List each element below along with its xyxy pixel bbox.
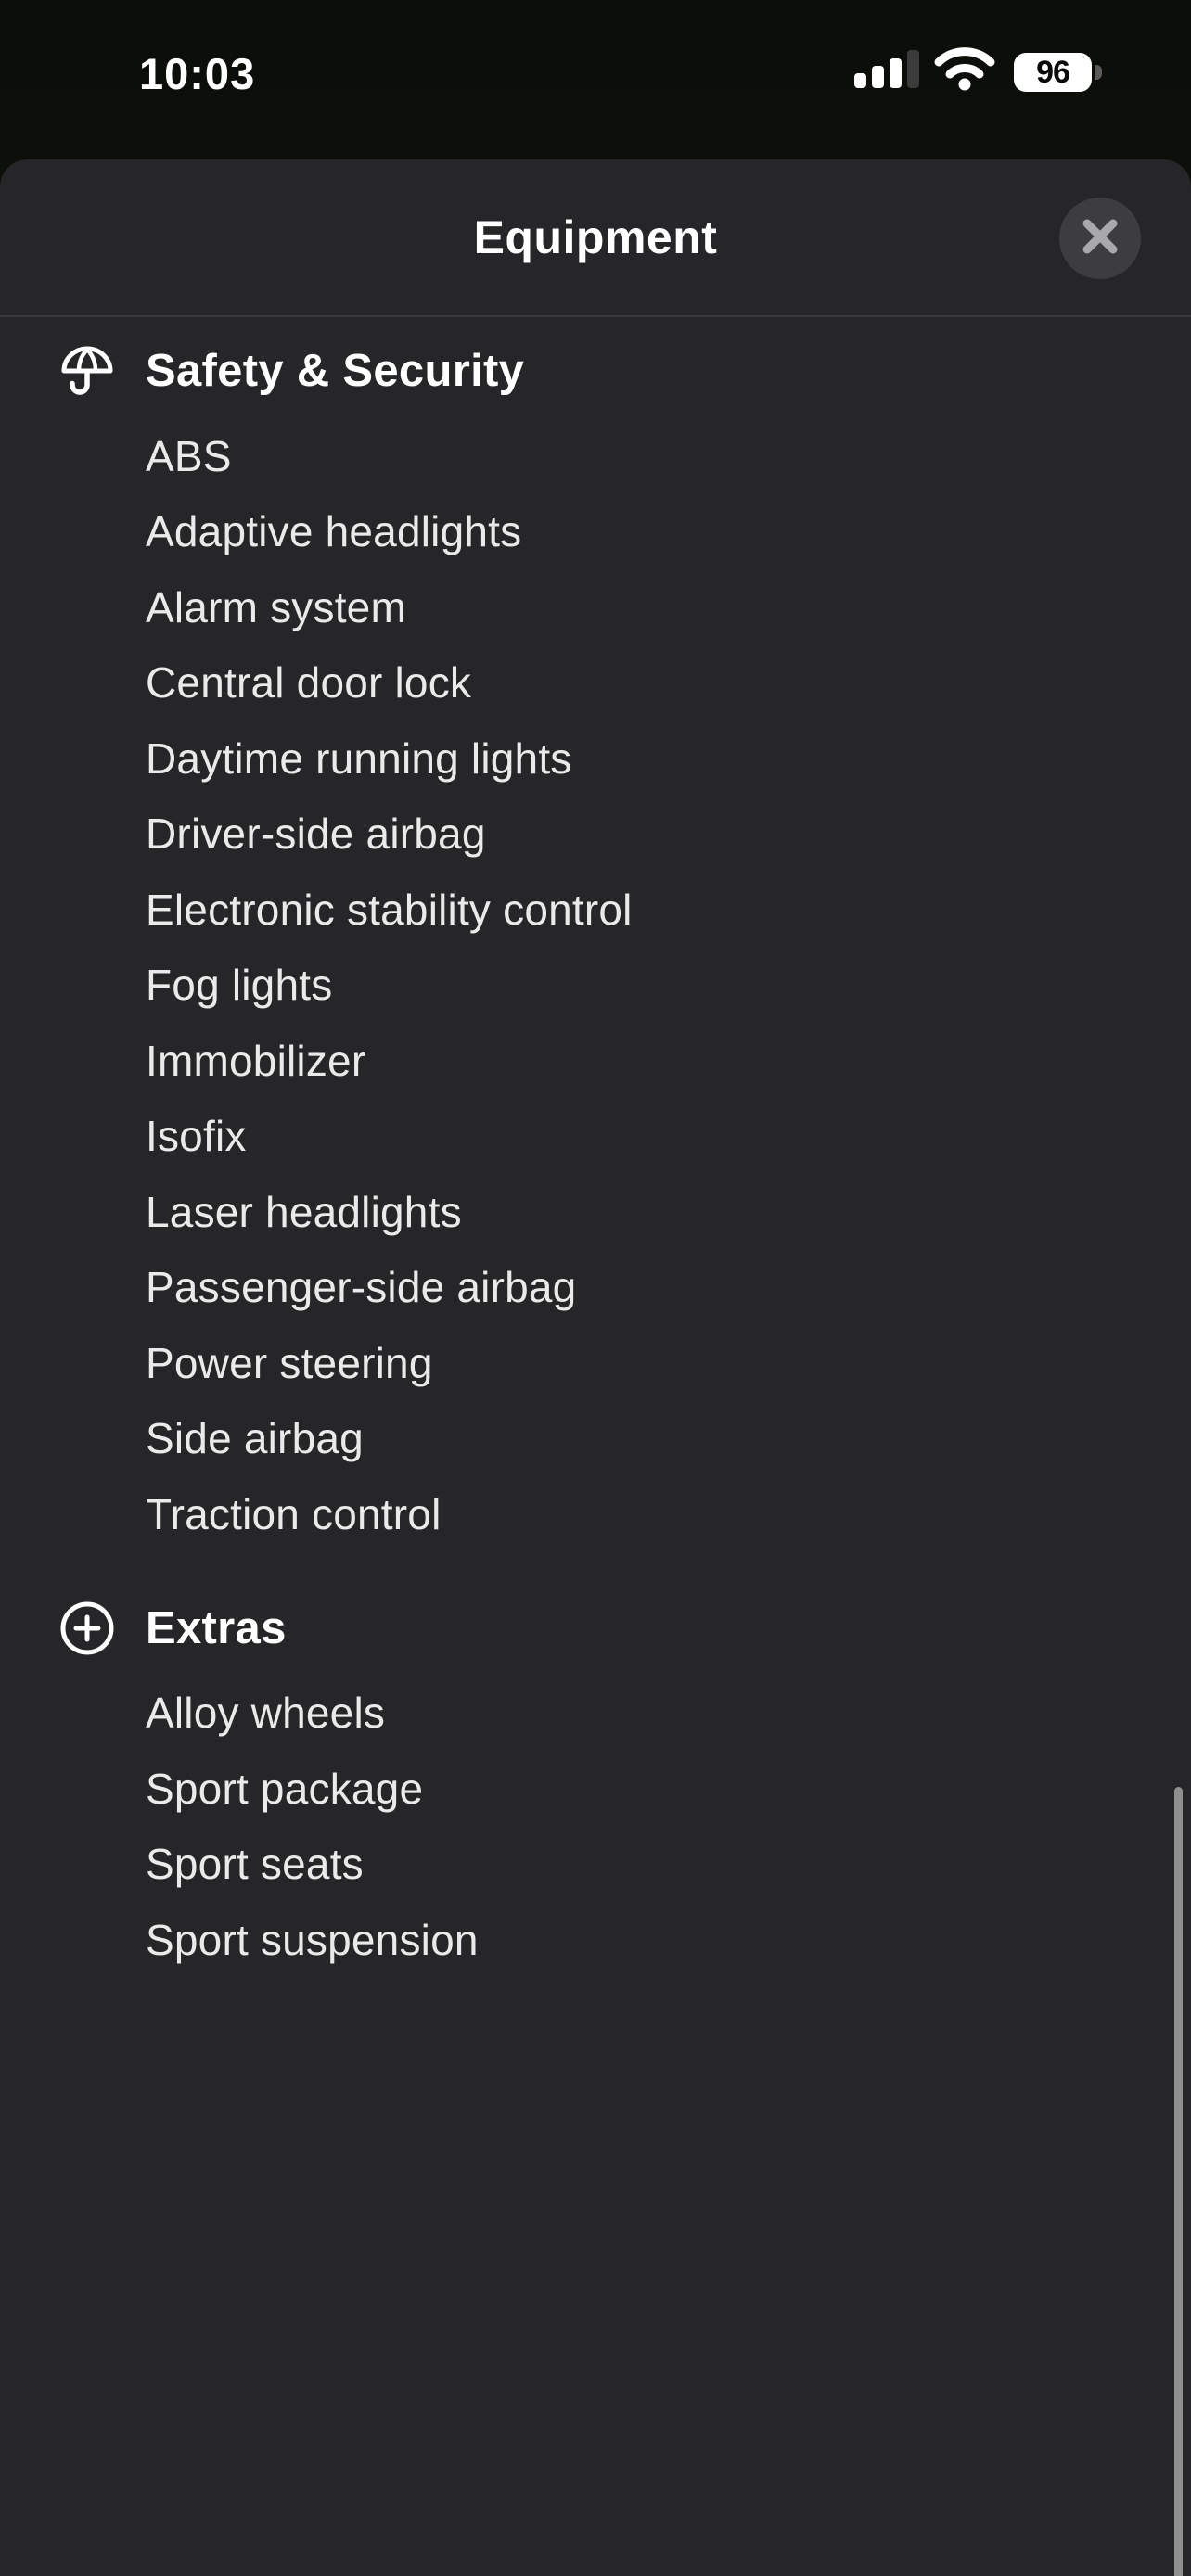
- section-header-safety-security: [59, 343, 1191, 399]
- equipment-item: Traction control: [146, 1489, 442, 1538]
- status-time: 10:03: [139, 49, 256, 98]
- section-items-safety-security: [0, 418, 1191, 1552]
- close-button[interactable]: [1059, 198, 1141, 279]
- section-header-extras: [59, 1600, 1191, 1656]
- equipment-item: ABS: [146, 431, 232, 480]
- equipment-item: Sport suspension: [146, 1915, 479, 1964]
- status-bar: [0, 0, 1191, 159]
- modal-header: [0, 159, 1191, 317]
- equipment-item: Adaptive headlights: [146, 507, 522, 556]
- umbrella-icon: [59, 343, 115, 399]
- section-items-extras: [0, 1676, 1191, 1978]
- section-title: Safety & Security: [146, 346, 525, 396]
- close-icon: [1080, 216, 1121, 261]
- equipment-modal: [0, 159, 1191, 2576]
- battery-percent: 96: [1036, 54, 1069, 90]
- equipment-item: Daytime running lights: [146, 733, 572, 783]
- equipment-item: Sport package: [146, 1764, 424, 1813]
- equipment-item: Central door lock: [146, 658, 472, 708]
- equipment-item: Passenger-side airbag: [146, 1263, 577, 1312]
- equipment-item: Side airbag: [146, 1414, 364, 1463]
- equipment-list: [0, 343, 1191, 1978]
- equipment-item: Alloy wheels: [146, 1689, 386, 1738]
- section-title: Extras: [146, 1602, 287, 1653]
- equipment-item: Power steering: [146, 1338, 433, 1387]
- equipment-item: Driver-side airbag: [146, 810, 486, 859]
- equipment-item: Immobilizer: [146, 1036, 366, 1085]
- cellular-signal-icon: [854, 50, 919, 88]
- equipment-item: Laser headlights: [146, 1187, 462, 1236]
- equipment-item: Sport seats: [146, 1840, 364, 1889]
- modal-title: Equipment: [473, 211, 718, 263]
- scrollbar[interactable]: [1174, 1787, 1183, 2576]
- plus-circle-icon: [59, 1600, 115, 1656]
- equipment-item: Alarm system: [146, 582, 406, 631]
- wifi-icon: [934, 46, 995, 96]
- battery-nub: [1095, 65, 1102, 80]
- battery-icon: [1014, 53, 1092, 92]
- equipment-item: Isofix: [146, 1112, 247, 1161]
- equipment-item: Electronic stability control: [146, 885, 633, 934]
- equipment-item: Fog lights: [146, 961, 333, 1010]
